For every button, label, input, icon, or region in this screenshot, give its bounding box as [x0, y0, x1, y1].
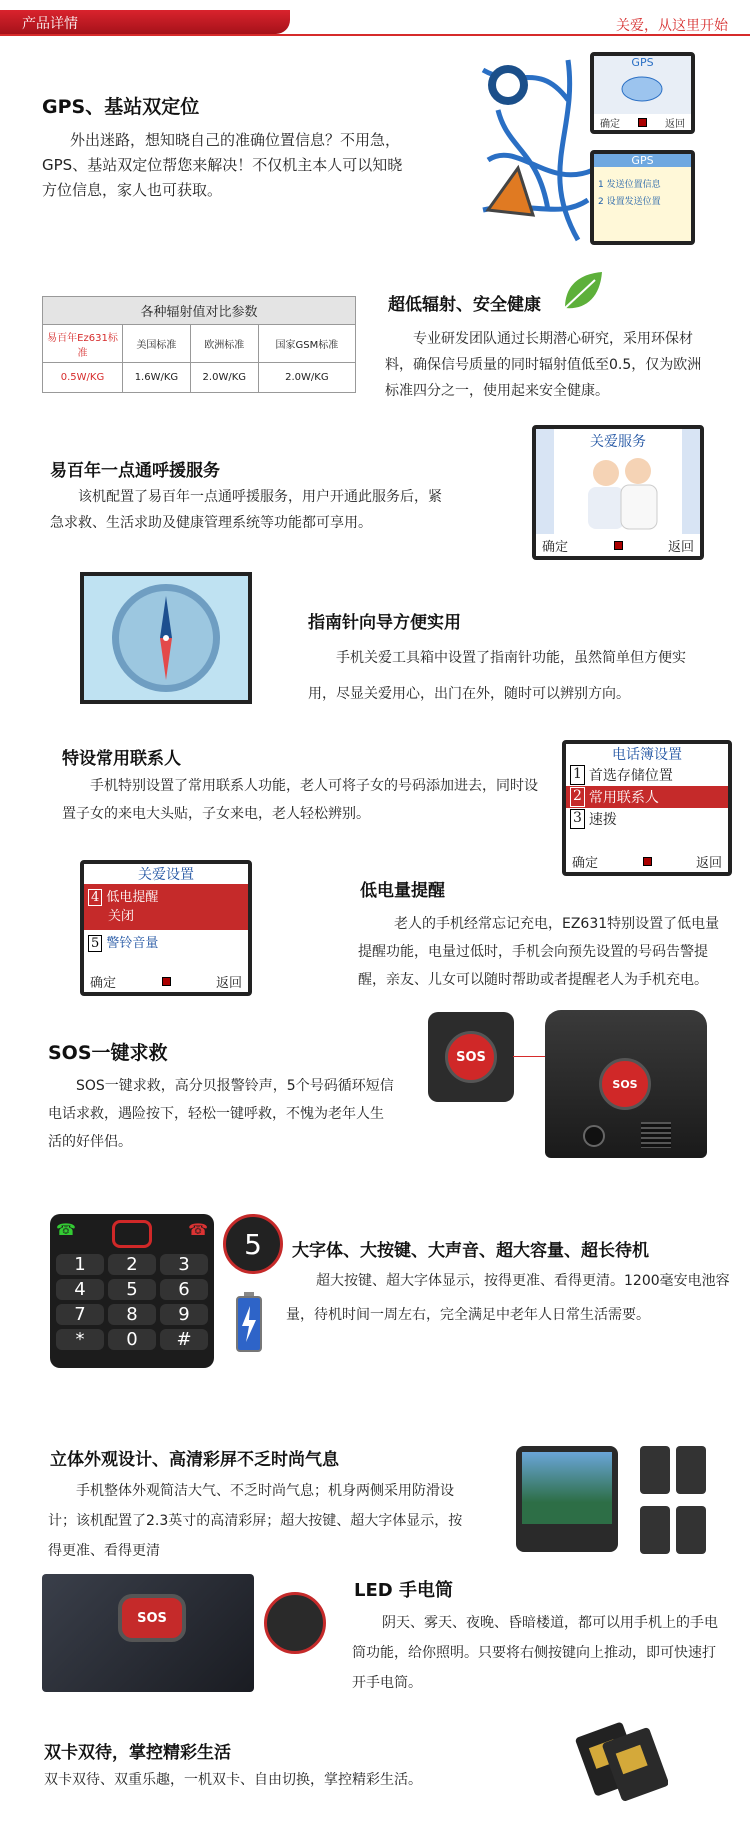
gps-screen-2-title: GPS: [594, 154, 691, 167]
led-heading: LED 手电筒: [354, 1580, 453, 1601]
battery-screen-title: 关爱设置: [138, 867, 194, 883]
sos-heading: SOS一键求救: [48, 1042, 168, 1064]
key-3[interactable]: 3: [160, 1254, 208, 1275]
sos-button[interactable]: SOS: [445, 1031, 497, 1083]
key-star[interactable]: *: [56, 1329, 104, 1350]
key-0[interactable]: 0: [108, 1329, 156, 1350]
gps-heading: GPS、基站双定位: [42, 96, 200, 118]
gps-screen-1: [590, 52, 695, 134]
battery-text: 老人的手机经常忘记充电，EZ631特别设置了低电量提醒功能，电量过低时，手机会向预先设置的号码告警提醒，亲友、儿女可以随时帮助或者提醒老人为手机充电。: [358, 916, 720, 988]
care-screen-left: 确定: [542, 539, 569, 555]
phone-front: [516, 1446, 618, 1552]
radiation-text: 专业研发团队通过长期潜心研究，采用环保材料，确保信号质量的同时辐射值低至0.5，仅为欧洲标准四分之一，使用起来安全健康。: [385, 331, 702, 399]
radiation-table-title: 各种辐射值对比参数: [43, 297, 356, 325]
radiation-heading: 超低辐射、安全健康: [388, 295, 541, 315]
battery-item-5[interactable]: 5 警铃音量: [84, 930, 248, 953]
radiation-header-ez631: 易百年Ez631标准: [43, 325, 123, 363]
bigfont-text: 超大按键、超大字体显示，按得更准、看得更清。1200毫安电池容量，待机时间一周左右，完全满足中老年人日常生活需要。: [286, 1273, 730, 1323]
radiation-value-gsm: 2.0W/KG: [258, 363, 355, 393]
compass-screen: [80, 572, 252, 704]
bigfont-heading: 大字体、大按键、大声音、超大容量、超长待机: [292, 1241, 649, 1261]
contacts-screen-left: 确定: [572, 855, 599, 871]
sos-back-button[interactable]: SOS: [599, 1058, 651, 1110]
key-closeup: 5: [223, 1214, 283, 1274]
radiation-header-eu: 欧洲标准: [190, 325, 258, 363]
header-slogan: 关爱，从这里开始: [616, 18, 728, 34]
center-key-icon: [643, 857, 652, 866]
gps-screen-1-right: 返回: [665, 118, 685, 130]
led-sos-button[interactable]: SOS: [118, 1594, 186, 1642]
speaker-grille: [641, 1122, 671, 1148]
care-screen-title: 关爱服务: [590, 434, 646, 450]
phone-back: [545, 1010, 707, 1158]
compass-icon: [84, 576, 248, 700]
key-hash[interactable]: #: [160, 1329, 208, 1350]
key-1[interactable]: 1: [56, 1254, 104, 1275]
battery-screen-left: 确定: [90, 975, 117, 991]
key-2[interactable]: 2: [108, 1254, 156, 1275]
gps-screen-1-title: GPS: [631, 56, 654, 69]
compass-text: 手机关爱工具箱中设置了指南针功能，虽然简单但方便实用，尽显关爱用心，出门在外，随时可以辨别方向。: [308, 650, 686, 702]
gps-screen-2: [590, 150, 695, 245]
center-key-icon: [162, 977, 171, 986]
dualsim-text: 双卡双待、双重乐趣，一机双卡、自由切换，掌控精彩生活。: [44, 1772, 422, 1788]
camera-icon: [583, 1125, 605, 1147]
contacts-screen: [562, 740, 732, 876]
doctors-icon: [576, 451, 666, 531]
nav-key: [112, 1220, 152, 1248]
battery-screen: [80, 860, 252, 996]
side-switch-closeup: [264, 1592, 326, 1654]
center-key-icon: [614, 541, 623, 550]
center-key-icon: [638, 118, 647, 127]
key-7[interactable]: 7: [56, 1304, 104, 1325]
call-icon: ☎: [56, 1220, 76, 1239]
radiation-value-eu: 2.0W/KG: [190, 363, 258, 393]
contacts-item-2[interactable]: 2 常用联系人: [566, 786, 728, 808]
phone-front-screen: [522, 1452, 612, 1524]
satellite-icon: [594, 69, 691, 109]
contacts-screen-title: 电话簿设置: [612, 747, 682, 763]
sim-cards-icon: [568, 1714, 668, 1804]
gps-screen-1-left: 确定: [600, 118, 620, 130]
phone-side-3: [640, 1506, 670, 1554]
contacts-text: 手机特别设置了常用联系人功能，老人可将子女的号码添加进去，同时设置子女的来电大头贴，子女来电，老人轻松辨别。: [62, 778, 538, 822]
radiation-header-us: 美国标准: [123, 325, 191, 363]
care-heading: 易百年一点通呼援服务: [50, 461, 220, 481]
contacts-item-3[interactable]: 3 速拨: [566, 808, 728, 830]
contacts-screen-right: 返回: [695, 855, 722, 871]
key-9[interactable]: 9: [160, 1304, 208, 1325]
care-screen: [532, 425, 704, 560]
led-text: 阴天、雾天、夜晚、昏暗楼道，都可以用手机上的手电筒功能，给你照明。只要将右侧按键向上推动，即可快速打开手电筒。: [352, 1615, 718, 1691]
end-call-icon: ☎: [188, 1220, 208, 1239]
leaf-icon: [560, 268, 606, 314]
contacts-heading: 特设常用联系人: [62, 749, 181, 769]
gps-map-graphic: [478, 50, 603, 250]
key-4[interactable]: 4: [56, 1279, 104, 1300]
gps-text: 外出迷路，想知晓自己的准确位置信息？不用急，GPS、基站双定位帮您来解决！不仅机主本人可以知晓方位信息，家人也可获取。: [42, 131, 403, 199]
sos-closeup: [428, 1012, 514, 1102]
key-8[interactable]: 8: [108, 1304, 156, 1325]
radiation-value-us: 1.6W/KG: [123, 363, 191, 393]
sos-text: SOS一键求救，高分贝报警铃声，5个号码循环短信电话求救，遇险按下，轻松一键呼救，不愧为老年人生活的好伴侣。: [48, 1078, 394, 1150]
key-6[interactable]: 6: [160, 1279, 208, 1300]
gps-screen-2-item2: 2 设置发送位置: [598, 197, 661, 207]
care-screen-right: 返回: [667, 539, 694, 555]
gps-screen-2-item1: 1 发送位置信息: [598, 180, 661, 190]
battery-heading: 低电量提醒: [360, 881, 445, 901]
compass-heading: 指南针向导方便实用: [308, 613, 461, 633]
radiation-table: [42, 296, 356, 393]
phone-side-1: [640, 1446, 670, 1494]
contacts-item-1[interactable]: 1 首选存储位置: [566, 764, 728, 786]
dualsim-heading: 双卡双待，掌控精彩生活: [44, 1743, 231, 1763]
key-5[interactable]: 5: [108, 1279, 156, 1300]
battery-icon: [236, 1292, 262, 1352]
radiation-header-gsm: 国家GSM标准: [258, 325, 355, 363]
battery-item-4[interactable]: 4 低电提醒 关闭: [84, 884, 248, 930]
led-photo: [42, 1574, 254, 1692]
keypad-grid: [56, 1254, 208, 1350]
keypad-photo: [50, 1214, 214, 1368]
care-text: 该机配置了易百年一点通呼援服务，用户开通此服务后，紧急求救、生活求助及健康管理系统等功能都可享用。: [50, 489, 442, 531]
battery-item-4-sub: 关闭: [108, 909, 135, 924]
design-heading: 立体外观设计、高清彩屏不乏时尚气息: [50, 1450, 339, 1470]
phone-side-2: [676, 1446, 706, 1494]
design-text: 手机整体外观简洁大气、不乏时尚气息；机身两侧采用防滑设计；该机配置了2.3英寸的高清彩屏；超大按键、超大字体显示，按得更准、看得更清: [48, 1483, 463, 1559]
radiation-value-ez631: 0.5W/KG: [43, 363, 123, 393]
header-title: 产品详情: [22, 16, 78, 32]
battery-screen-right: 返回: [215, 975, 242, 991]
phone-side-4: [676, 1506, 706, 1554]
